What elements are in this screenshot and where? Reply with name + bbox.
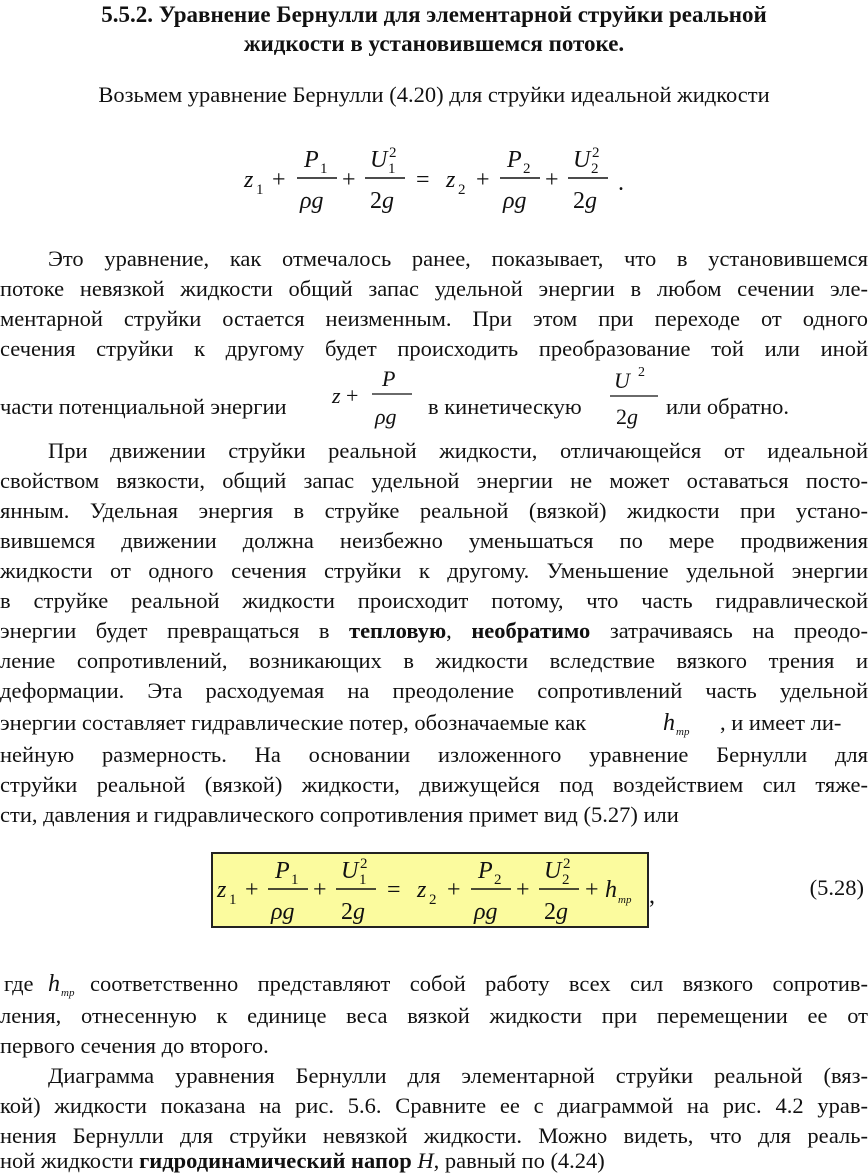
loss-symbol-svg bbox=[661, 700, 695, 740]
para4-line2: кой) жидкости показана на рис. 5.6. Сравните ее с диаграммой на рис. 4.2 урав- bbox=[0, 1093, 868, 1118]
heading-line-2: жидкости в установившемся потоке. bbox=[243, 31, 625, 56]
para2-line7-c: , bbox=[446, 618, 472, 643]
svg-text:z: z bbox=[446, 167, 456, 193]
svg-text:P: P bbox=[478, 858, 493, 884]
svg-text:z: z bbox=[217, 877, 227, 903]
heading-line-1: 5.5.2. Уравнение Бернулли для элементарной струйки реальной bbox=[101, 2, 767, 27]
svg-text:P: P bbox=[275, 858, 290, 884]
svg-text:2: 2 bbox=[523, 161, 531, 177]
svg-text:z: z bbox=[244, 167, 254, 193]
svg-text:ρg: ρg bbox=[375, 404, 397, 429]
svg-text:+: + bbox=[585, 877, 599, 903]
para1-line1: Это уравнение, как отмечалось ранее, показывает, что в установившемся bbox=[48, 246, 868, 271]
svg-text:2: 2 bbox=[494, 872, 502, 888]
svg-text:h: h bbox=[605, 877, 617, 903]
svg-text:+: + bbox=[447, 877, 461, 903]
potential-energy-svg bbox=[330, 366, 422, 432]
svg-text:+: + bbox=[476, 167, 490, 193]
svg-text:2: 2 bbox=[429, 892, 437, 908]
svg-text:,: , bbox=[649, 883, 655, 909]
para1-line3: ментарной струйки остается неизменным. При этом при переходе от одного bbox=[0, 306, 868, 331]
bernoulli-real-formula bbox=[213, 853, 663, 934]
svg-text:1: 1 bbox=[388, 161, 396, 177]
bernoulli-ideal-formula bbox=[240, 140, 640, 225]
loss-symbol-2 bbox=[46, 961, 80, 1006]
svg-text:h: h bbox=[48, 971, 60, 997]
para2-line7-a: энергии будет превращаться в bbox=[0, 618, 350, 643]
svg-text:2: 2 bbox=[389, 145, 397, 161]
svg-text:2: 2 bbox=[458, 182, 466, 198]
svg-text:+: + bbox=[346, 383, 359, 408]
svg-text:2g: 2g bbox=[544, 899, 568, 925]
para1-line5-end: или обратно. bbox=[666, 394, 790, 419]
svg-text:+: + bbox=[272, 167, 286, 193]
para2-line5: жидкости от одного сечения струйки к другому. Уменьшение удельной энергии bbox=[0, 558, 868, 583]
svg-text:1: 1 bbox=[320, 161, 328, 177]
para3-line1-start: где bbox=[4, 971, 34, 996]
svg-text:h: h bbox=[663, 710, 675, 736]
kinetic-energy-svg bbox=[606, 362, 664, 432]
para4-line4 bbox=[0, 1146, 868, 1176]
para3-line1: соответственно представляют собой работу всех сил вязкого сопротив- bbox=[90, 971, 868, 996]
loss-symbol bbox=[661, 700, 695, 745]
formula2-svg bbox=[213, 853, 663, 929]
para1-line2: потоке невязкой жидкости общий запас удельной энергии в любом сечении эле- bbox=[0, 276, 868, 301]
para2-line7 bbox=[0, 616, 868, 646]
svg-text:2: 2 bbox=[592, 145, 600, 161]
para2-line10: энергии составляет гидравлические потер, обозначаемые как bbox=[0, 710, 587, 735]
kinetic-energy-expr bbox=[606, 362, 664, 437]
svg-text:.: . bbox=[618, 170, 624, 196]
intro-text: Возьмем уравнение Бернулли (4.20) для струйки идеальной жидкости bbox=[98, 82, 770, 107]
svg-text:P: P bbox=[382, 366, 396, 391]
svg-text:1: 1 bbox=[229, 892, 237, 908]
svg-text:2g: 2g bbox=[573, 188, 597, 214]
para3-line3: первого сечения до второго. bbox=[0, 1033, 269, 1058]
para2-line2: свойством вязкости, общий запас удельной энергии не может оставаться посто- bbox=[0, 468, 868, 493]
para4-line1: Диаграмма уравнения Бернулли для элементарной струйки реальной (вяз- bbox=[48, 1063, 868, 1088]
svg-text:2: 2 bbox=[360, 856, 368, 872]
para2-line12: струйки реальной (вязкой) жидкости, движущейся под воздействием сил тяже- bbox=[0, 772, 868, 797]
svg-text:U: U bbox=[341, 858, 359, 884]
para2-line13: сти, давления и гидравлического сопротивления примет вид (5.27) или bbox=[0, 802, 679, 827]
para2-line7-e: затрачиваясь на преодо- bbox=[590, 618, 868, 643]
para4-line3: нения Бернулли для струйки невязкой жидкости. Можно видеть, что для реаль- bbox=[0, 1123, 868, 1148]
svg-text:U: U bbox=[370, 147, 388, 173]
term-hydrodynamic-head: гидродинамический напор bbox=[139, 1148, 412, 1173]
para2-line1: При движении струйки реальной жидкости, отличающейся от идеальной bbox=[48, 438, 868, 463]
para2-line10-end: , и имеет ли- bbox=[720, 710, 842, 735]
para4-line4-a: ной жидкости bbox=[0, 1148, 140, 1173]
svg-text:2: 2 bbox=[638, 365, 645, 380]
para2-line3: янным. Удельная энергия в струйке реальной (вязкой) жидкости при устано- bbox=[0, 498, 868, 523]
svg-text:z: z bbox=[417, 877, 427, 903]
svg-text:U: U bbox=[573, 147, 591, 173]
para1-line5-mid: в кинетическую bbox=[428, 394, 582, 419]
svg-text:U: U bbox=[544, 858, 562, 884]
svg-text:=: = bbox=[387, 877, 401, 903]
para3-line2: ления, отнесенную к единице веса вязкой жидкости при перемещении ее от bbox=[0, 1003, 868, 1028]
svg-text:ρg: ρg bbox=[271, 899, 295, 925]
formula-svg bbox=[240, 140, 640, 220]
svg-text:ρg: ρg bbox=[474, 899, 498, 925]
svg-text:+: + bbox=[342, 167, 356, 193]
svg-text:P: P bbox=[304, 147, 319, 173]
svg-text:2g: 2g bbox=[616, 404, 638, 429]
para4-line4-d: , равный по (4.24) bbox=[433, 1148, 605, 1173]
svg-text:1: 1 bbox=[291, 872, 299, 888]
svg-text:тр: тр bbox=[676, 726, 690, 738]
svg-text:+: + bbox=[313, 877, 327, 903]
svg-text:ρg: ρg bbox=[300, 188, 324, 214]
svg-text:2: 2 bbox=[591, 161, 599, 177]
svg-text:ρg: ρg bbox=[503, 188, 527, 214]
svg-text:1: 1 bbox=[359, 872, 367, 888]
term-thermal: тепловую bbox=[349, 618, 447, 643]
svg-text:2g: 2g bbox=[341, 899, 365, 925]
para2-line4: вившемся движении должна неизбежно уменьшаться по мере продвижения bbox=[0, 528, 868, 553]
svg-text:+: + bbox=[516, 877, 530, 903]
section-heading bbox=[0, 0, 868, 58]
svg-text:2: 2 bbox=[563, 856, 571, 872]
svg-text:+: + bbox=[545, 167, 559, 193]
svg-text:z: z bbox=[332, 383, 341, 408]
svg-text:тр: тр bbox=[618, 894, 632, 906]
svg-text:P: P bbox=[507, 147, 522, 173]
para2-line11: нейную размерность. На основании изложенного уравнение Бернулли для bbox=[0, 742, 868, 767]
para2-line6: в струйке реальной жидкости происходит потому, что часть гидравлической bbox=[0, 588, 868, 613]
symbol-H: H bbox=[411, 1148, 434, 1173]
svg-text:2g: 2g bbox=[370, 188, 394, 214]
para2-line8: ление сопротивлений, возникающих в жидкости вследствие вязкого трения и bbox=[0, 648, 868, 673]
term-irreversibly: необратимо bbox=[471, 618, 591, 643]
svg-text:U: U bbox=[614, 368, 630, 393]
svg-text:+: + bbox=[245, 877, 259, 903]
para1-line5-start: части потенциальной энергии bbox=[0, 394, 287, 419]
para1-line4: сечения струйки к другому будет происходить преобразование той или иной bbox=[0, 336, 868, 361]
potential-energy-expr bbox=[330, 366, 422, 437]
svg-text:тр: тр bbox=[61, 987, 75, 999]
svg-text:1: 1 bbox=[256, 182, 264, 198]
loss-symbol-2-svg bbox=[46, 961, 80, 1001]
svg-text:2: 2 bbox=[562, 872, 570, 888]
para2-line9: деформации. Эта расходуемая на преодоление сопротивлений часть удельной bbox=[0, 678, 868, 703]
svg-text:=: = bbox=[416, 167, 430, 193]
equation-number: (5.28) bbox=[809, 875, 864, 900]
